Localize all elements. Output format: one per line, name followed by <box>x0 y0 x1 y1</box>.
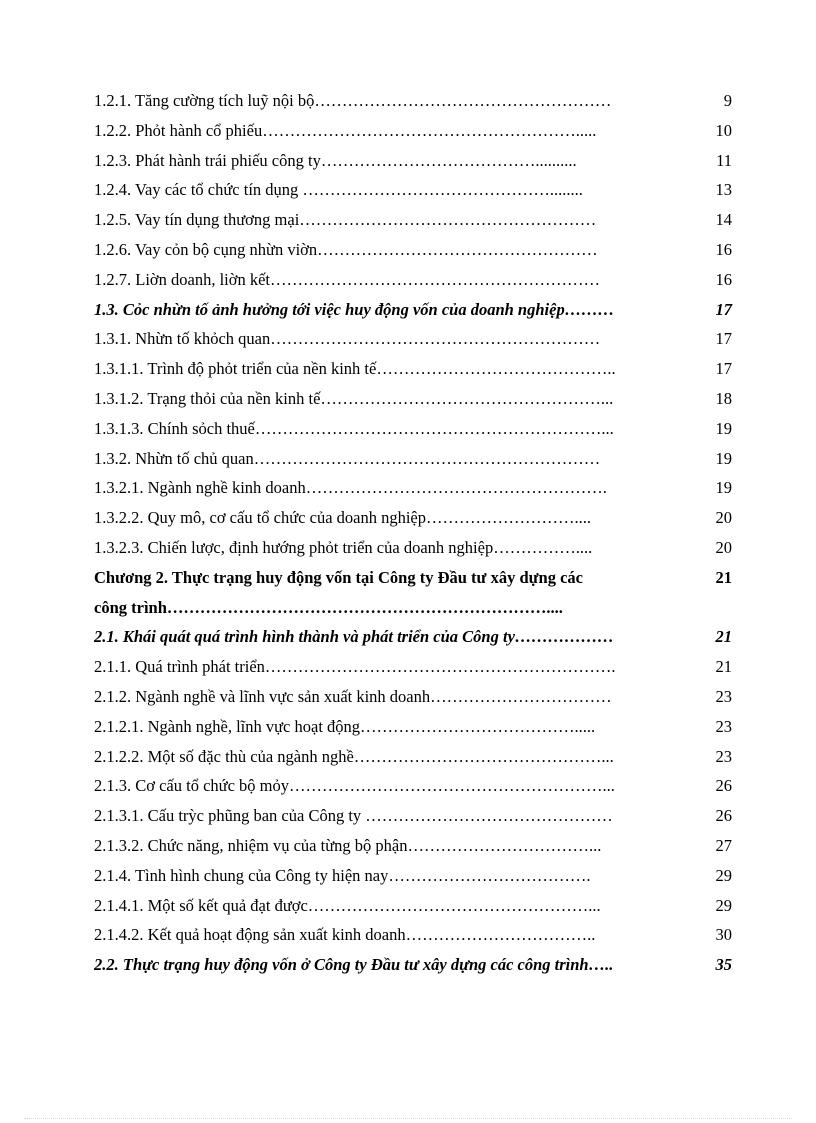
toc-entry-page-number: 21 <box>715 567 732 587</box>
page-bottom-divider <box>24 1118 792 1119</box>
toc-entry <box>94 473 734 503</box>
toc-entry <box>94 295 734 325</box>
toc-entry <box>94 622 734 652</box>
toc-entry <box>94 265 734 295</box>
toc-entry-title: 2.1.4. Tình hình chung của Công ty hiện nay………………………………. <box>94 865 591 885</box>
toc-entry-page-number: 19 <box>715 448 732 468</box>
toc-entry-title: 1.2.6. Vay cỏn bộ cụng nhừn viờn…………………………………………… <box>94 239 598 259</box>
toc-entry <box>94 563 734 593</box>
toc-entry <box>94 86 734 116</box>
toc-entry <box>94 175 734 205</box>
toc-entry-page-number: 26 <box>715 776 732 796</box>
toc-entry-page-number: 20 <box>715 537 732 557</box>
toc-entry <box>94 444 734 474</box>
toc-entry-page-number: 35 <box>715 955 732 975</box>
toc-entry-page-number: 18 <box>715 388 732 408</box>
toc-entry-title: 1.2.4. Vay các tổ chức tín dụng ………………………………………........ <box>94 180 583 200</box>
toc-entry-page-number: 20 <box>715 508 732 528</box>
toc-entry-page-number: 21 <box>715 627 732 647</box>
toc-entry-page-number: 11 <box>716 150 732 170</box>
toc-entry-title: 1.3.2.3. Chiến lược, định hướng phỏt triển của doanh nghiệp…………….... <box>94 537 593 557</box>
toc-entry-page-number: 17 <box>715 359 732 379</box>
toc-entry <box>94 205 734 235</box>
toc-entry-page-number: 30 <box>715 925 732 945</box>
toc-entry-page-number: 21 <box>715 657 732 677</box>
toc-entry-title: 1.3.1.1. Trình độ phỏt triển của nền kinh tế…………………………………….. <box>94 359 616 379</box>
toc-entry-title: công trình…………………………………………………………….... <box>94 597 563 617</box>
toc-entry <box>94 712 734 742</box>
toc-entry-page-number: 13 <box>715 180 732 200</box>
toc-entry-title: 1.3.2.1. Ngành nghề kinh doanh………………………………………………. <box>94 478 607 498</box>
toc-entry-title: 1.3.2.2. Quy mô, cơ cấu tổ chức của doanh nghiệp……………………….... <box>94 508 591 528</box>
toc-entry <box>94 831 734 861</box>
toc-entry-page-number: 23 <box>715 686 732 706</box>
toc-entry-title: 2.1.3.1. Cấu trỳc phũng ban của Công ty ……………………………………… <box>94 806 613 826</box>
toc-entry <box>94 682 734 712</box>
toc-entry <box>94 771 734 801</box>
toc-entry-title: 2.1.1. Quá trình phát triển………………………………………………………. <box>94 657 616 677</box>
toc-entry-title: 2.1.2.2. Một số đặc thù của ngành nghề………………………………………... <box>94 746 614 766</box>
toc-entry-page-number: 19 <box>715 478 732 498</box>
toc-entry-title: 2.2. Thực trạng huy động vốn ở Công ty Đầu tư xây dựng các công trình….. <box>94 955 614 975</box>
toc-entry-title: 1.2.3. Phát hành trái phiếu công ty………………………………….......... <box>94 150 577 170</box>
toc-entry-page-number: 14 <box>715 210 732 230</box>
toc-entry-title: 1.2.1. Tăng cường tích luỹ nội bộ……………………………………………… <box>94 91 612 110</box>
toc-entry-page-number: 16 <box>715 269 732 289</box>
toc-entry-title: 2.1. Khái quát quá trình hình thành và phát triển của Công ty……………… <box>94 627 614 647</box>
toc-entry-title: 1.3.1. Nhừn tố khỏch quan…………………………………………………… <box>94 329 601 349</box>
toc-entry-title: 1.3.1.3. Chính sỏch thuế………………………………………………………... <box>94 418 614 438</box>
toc-entry <box>94 652 734 682</box>
toc-entry <box>94 503 734 533</box>
toc-entry-page-number: 17 <box>715 329 732 349</box>
toc-entry-page-number: 26 <box>715 806 732 826</box>
toc-entry-page-number: 16 <box>715 239 732 259</box>
toc-entry-page-number: 23 <box>715 746 732 766</box>
toc-entry-title: 1.2.5. Vay tín dụng thương mại……………………………………………… <box>94 210 597 230</box>
toc-entry <box>94 414 734 444</box>
toc-entry <box>94 354 734 384</box>
toc-entry-title: 1.2.2. Phỏt hành cổ phiếu…………………………………………………..... <box>94 120 597 140</box>
toc-entry-title: 2.1.3.2. Chức năng, nhiệm vụ của từng bộ phận……………………………... <box>94 835 602 855</box>
toc-entry-title: 1.3.1.2. Trạng thỏi của nền kinh tế……………………………………………... <box>94 388 614 408</box>
toc-entry-page-number: 9 <box>723 91 732 110</box>
toc-entry <box>94 146 734 176</box>
toc-entry-title: 2.1.3. Cơ cấu tổ chức bộ mỏy…………………………………………………... <box>94 776 615 796</box>
toc-entry-page-number: 27 <box>715 835 732 855</box>
toc-entry <box>94 861 734 891</box>
toc-entry-page-number: 10 <box>715 120 732 140</box>
toc-entry-page-number: 29 <box>715 865 732 885</box>
toc-entry <box>94 384 734 414</box>
toc-entry <box>94 891 734 921</box>
toc-entry-title: 2.1.4.2. Kết quả hoạt động sản xuất kinh doanh…………………………….. <box>94 925 596 945</box>
toc-entry <box>94 235 734 265</box>
toc-entry-title: 1.3.2. Nhừn tố chủ quan……………………………………………………… <box>94 448 601 468</box>
toc-entry-page-number: 17 <box>715 299 732 319</box>
table-of-contents <box>94 86 734 980</box>
toc-entry <box>94 950 734 980</box>
toc-entry-title: 2.1.4.1. Một số kết quả đạt được……………………………………………... <box>94 895 601 915</box>
toc-entry-page-number: 23 <box>715 716 732 736</box>
toc-entry-title: 2.1.2. Ngành nghề và lĩnh vực sản xuất kinh doanh…………………………… <box>94 686 612 706</box>
toc-entry <box>94 116 734 146</box>
toc-entry <box>94 593 734 623</box>
toc-entry-title: Chương 2. Thực trạng huy động vốn tại Công ty Đầu tư xây dựng các <box>94 567 583 587</box>
toc-entry-title: 2.1.2.1. Ngành nghề, lĩnh vực hoạt động…………………………………..... <box>94 716 596 736</box>
toc-entry-title: 1.3. Cỏc nhừn tố ảnh hưởng tới việc huy động vốn của doanh nghiệp……… <box>94 299 615 319</box>
toc-entry-title: 1.2.7. Liờn doanh, liờn kết…………………………………………………… <box>94 269 601 289</box>
toc-entry <box>94 533 734 563</box>
toc-entry <box>94 324 734 354</box>
toc-entry <box>94 742 734 772</box>
toc-entry-page-number: 29 <box>715 895 732 915</box>
toc-entry-page-number: 19 <box>715 418 732 438</box>
toc-entry <box>94 801 734 831</box>
toc-entry <box>94 920 734 950</box>
